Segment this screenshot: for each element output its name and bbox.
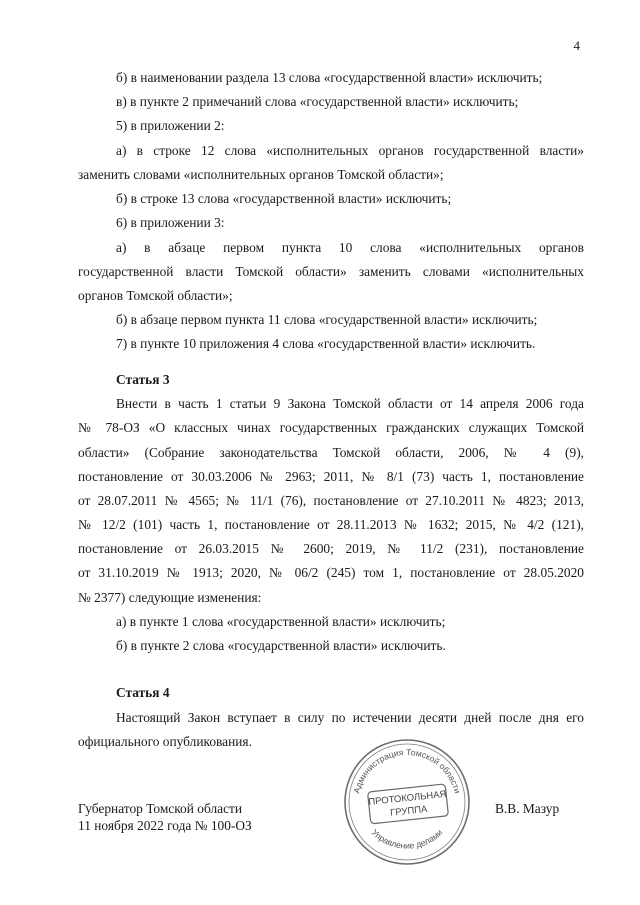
text-line: 6) в приложении 3: (116, 215, 225, 230)
text-line: № 78-ОЗ «О классных чинах государственных гражданских служащих Томской (78, 420, 584, 435)
text-line: а) в абзаце первом пункта 10 слова «исполнительных органов (116, 240, 584, 255)
svg-text:Управление делами (370, 827, 445, 850)
text-line: от 31.10.2019 № 1913; 2020, № 06/2 (245) том 1, постановление от 28.05.2020 (78, 565, 584, 580)
stamp-inner-line1: ПРОТОКОЛЬНАЯ (367, 788, 447, 808)
text-line: № 2377) следующие изменения: (78, 590, 262, 605)
text-line: от 28.07.2011 № 4565; № 11/1 (76), постановление от 27.10.2011 № 4823; 2013, (78, 493, 584, 508)
text-line: органов Томской области»; (78, 288, 233, 303)
text-line: официального опубликования. (78, 734, 252, 749)
text-line: б) в пункте 2 слова «государственной власти» исключить. (116, 638, 446, 653)
signer-name: В.В. Мазур (495, 801, 560, 816)
stamp-inner-line2: ГРУППА (389, 803, 428, 819)
text-line: Внести в часть 1 статьи 9 Закона Томской области от 14 апреля 2006 года (116, 396, 584, 411)
text-line: постановление от 30.03.2006 № 2963; 2011, № 8/1 (73) часть 1, постановление (78, 469, 584, 484)
text-line: 7) в пункте 10 приложения 4 слова «государственной власти» исключить. (116, 336, 536, 351)
text-line: в) в пункте 2 примечаний слова «государственной власти» исключить; (116, 94, 519, 109)
text-line: области» (Собрание законодательства Томской области, 2006, № 4 (9), (78, 445, 584, 460)
official-stamp (342, 737, 472, 867)
text-line: № 12/2 (101) часть 1, постановление от 28.11.2013 № 1632; 2015, № 4/2 (121), (78, 517, 584, 532)
page-number: 4 (573, 38, 580, 53)
text-line: а) в строке 12 слова «исполнительных органов государственной власти» (116, 143, 584, 158)
text-line: б) в абзаце первом пункта 11 слова «государственной власти» исключить; (116, 312, 538, 327)
law-date-number: 11 ноября 2022 года № 100-ОЗ (78, 818, 252, 833)
text-line: государственной власти Томской области» заменить словами «исполнительных (78, 264, 584, 279)
text-line: б) в строке 13 слова «государственной власти» исключить; (116, 191, 452, 206)
text-line: а) в пункте 1 слова «государственной власти» исключить; (116, 614, 446, 629)
stamp-outer-top-text: Администрация Томской области (351, 746, 463, 795)
governor-title: Губернатор Томской области (78, 801, 243, 816)
text-line: заменить словами «исполнительных органов Томской области»; (78, 167, 444, 182)
text-line: Настоящий Закон вступает в силу по истечении десяти дней после дня его (116, 710, 584, 725)
article-heading: Статья 4 (116, 685, 170, 700)
text-line: 5) в приложении 2: (116, 118, 225, 133)
stamp-outer-bottom-text: Управление делами (369, 827, 445, 851)
text-line: постановление от 26.03.2015 № 2600; 2019, № 11/2 (231), постановление (78, 541, 584, 556)
text-line: б) в наименовании раздела 13 слова «государственной власти» исключить; (116, 70, 543, 85)
article-heading: Статья 3 (116, 372, 170, 387)
